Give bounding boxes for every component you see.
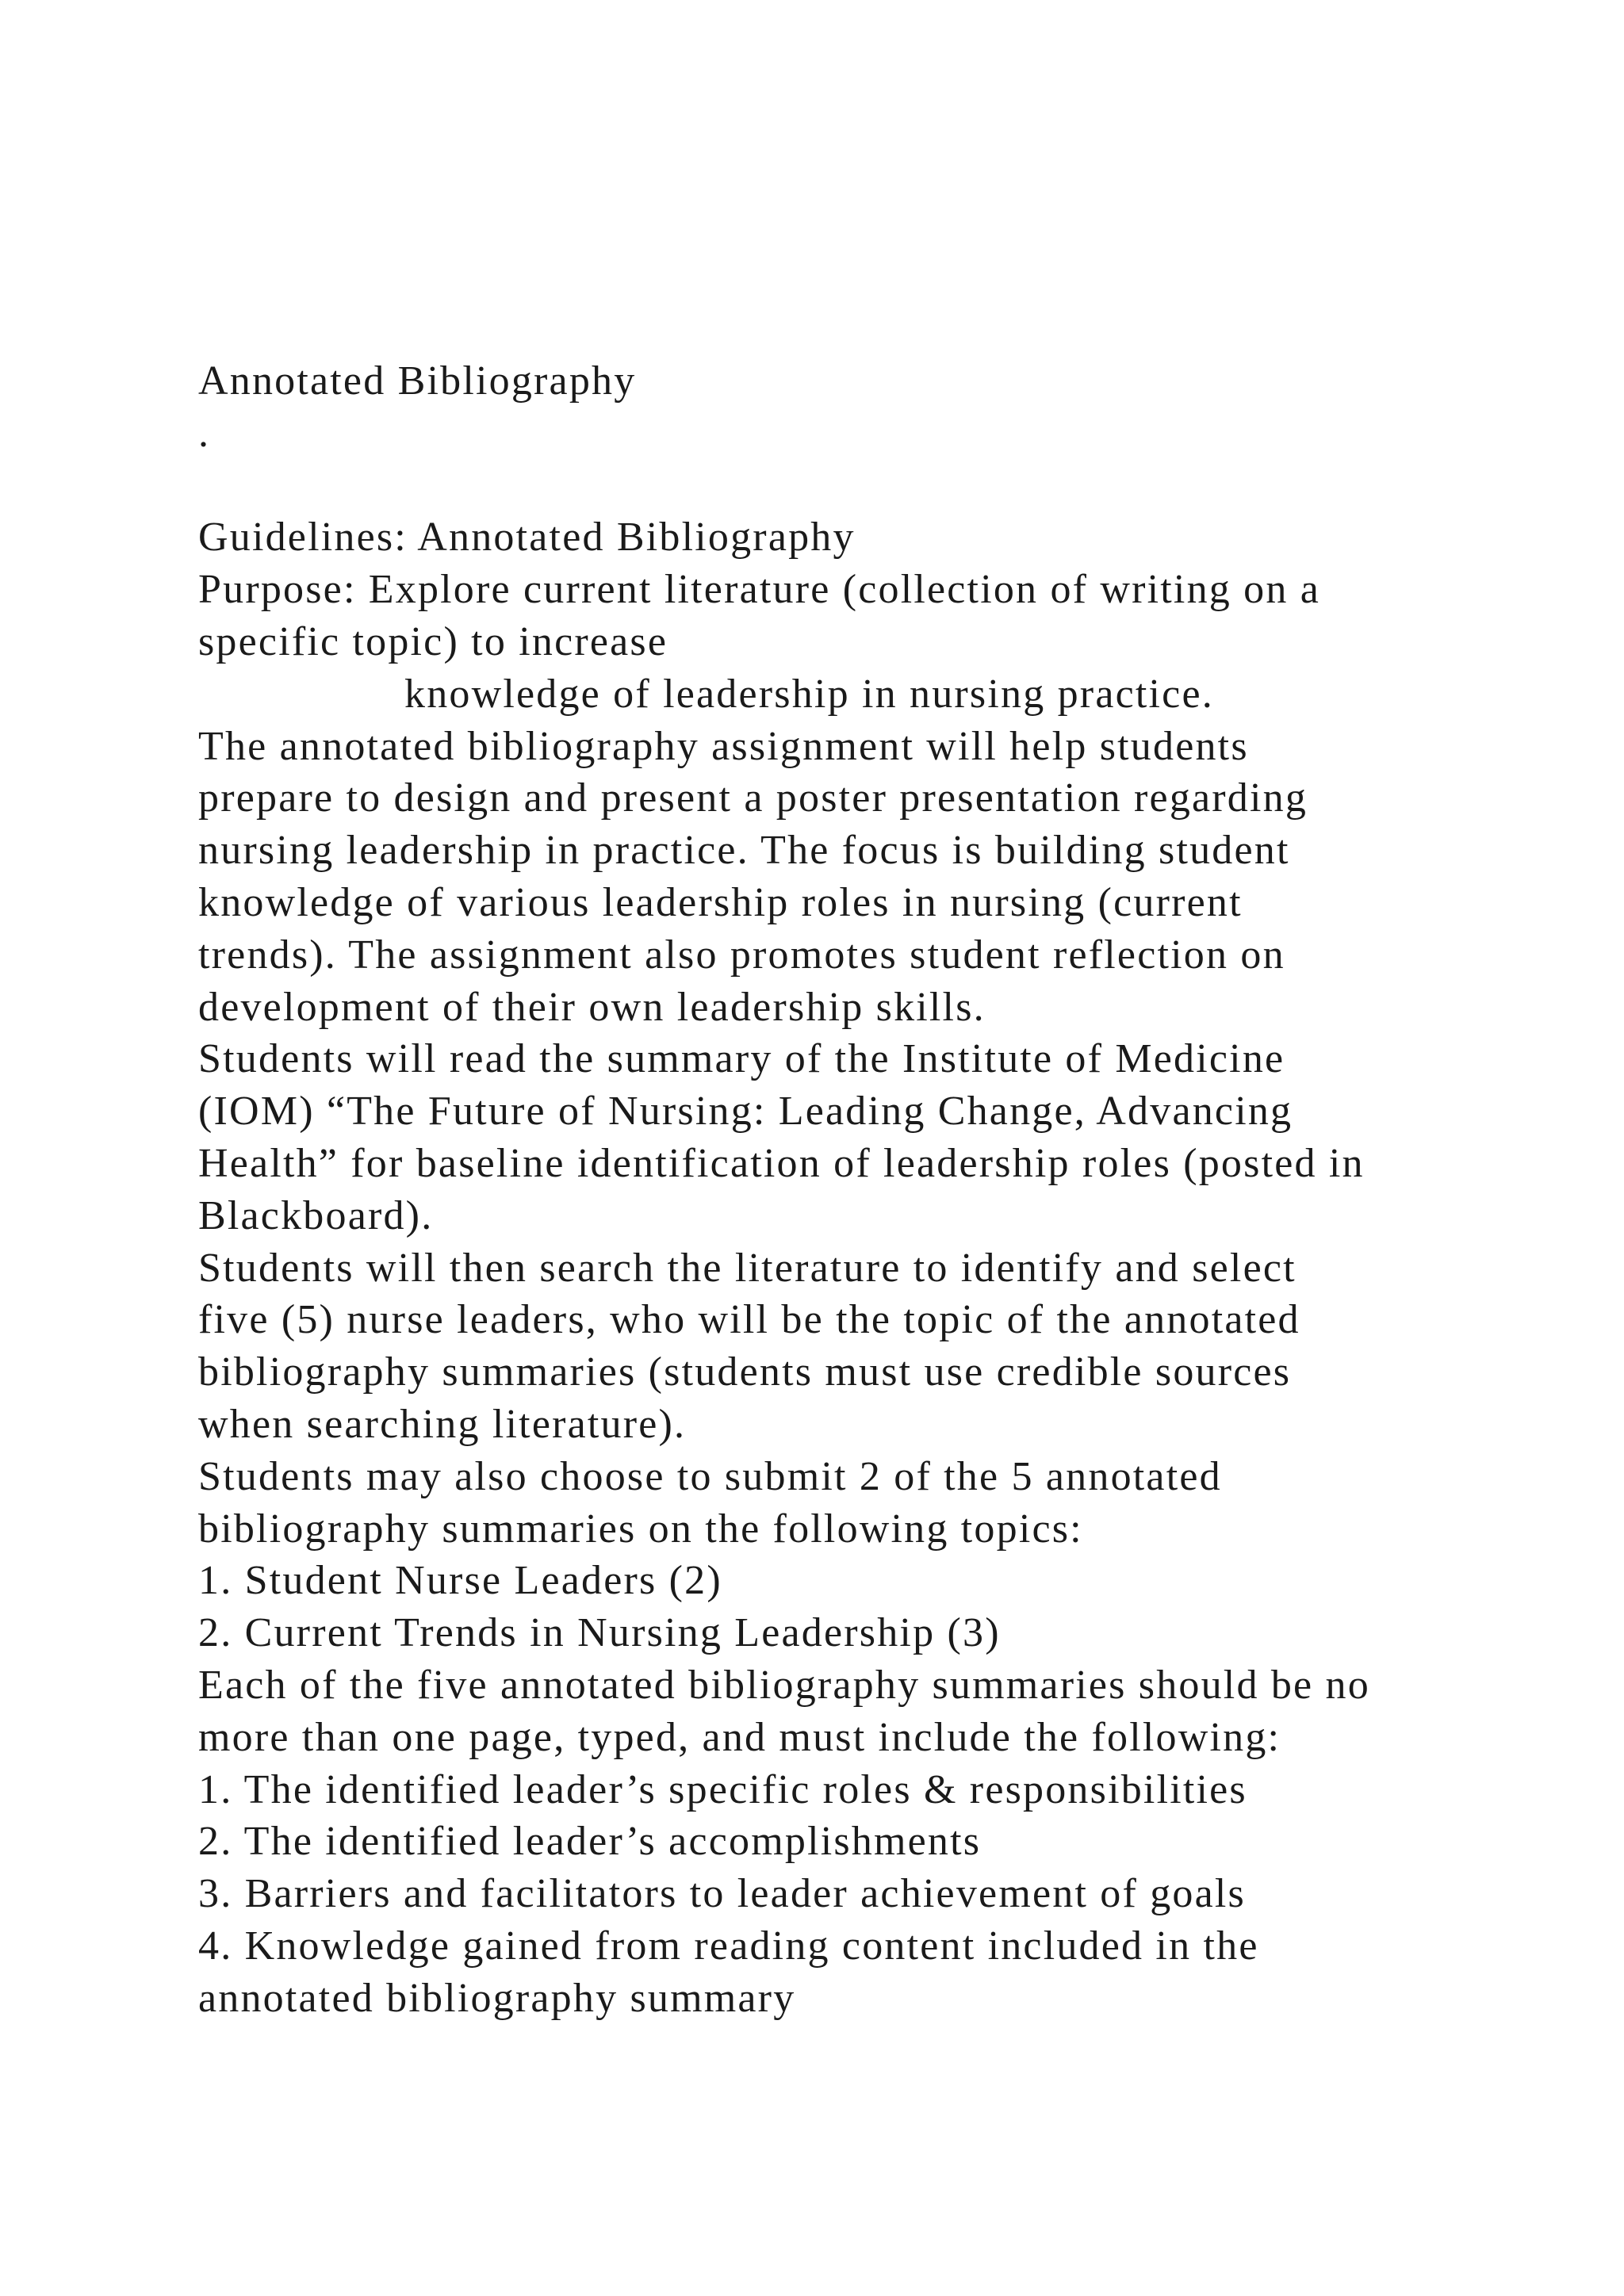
paragraph-line: bibliography summaries (students must use credible sources	[198, 1349, 1292, 1395]
paragraph-line: more than one page, typed, and must include the following:	[198, 1714, 1281, 1760]
paragraph-line: knowledge of various leadership roles in nursing (current	[198, 879, 1243, 925]
document-title: Annotated Bibliography	[198, 358, 637, 404]
paragraph-line: Students may also choose to submit 2 of the 5 annotated	[198, 1453, 1222, 1499]
requirement-list-item: 3. Barriers and facilitators to leader achievement of goals	[198, 1871, 1246, 1917]
purpose-line-indented: knowledge of leadership in nursing practice.	[404, 671, 1214, 717]
paragraph-line: when searching literature).	[198, 1401, 687, 1447]
paragraph-line: development of their own leadership skills.	[198, 984, 986, 1030]
paragraph-line: The annotated bibliography assignment will help students	[198, 723, 1249, 769]
paragraph-line: Students will read the summary of the Institute of Medicine	[198, 1036, 1285, 1082]
paragraph-line: Each of the five annotated bibliography summaries should be no	[198, 1662, 1370, 1708]
requirement-list-item: 4. Knowledge gained from reading content included in the	[198, 1923, 1259, 1969]
topic-list-item: 1. Student Nurse Leaders (2)	[198, 1558, 722, 1604]
paragraph-line: bibliography summaries on the following topics:	[198, 1506, 1083, 1552]
purpose-line: Purpose: Explore current literature (collection of writing on a	[198, 567, 1321, 613]
title-dot: .	[198, 410, 211, 456]
topic-list-item: 2. Current Trends in Nursing Leadership (3)	[198, 1610, 1001, 1656]
document-body	[198, 355, 1467, 2025]
blank-line	[198, 460, 1467, 512]
requirement-list-item: annotated bibliography summary	[198, 1975, 796, 2021]
guidelines-heading: Guidelines: Annotated Bibliography	[198, 515, 856, 561]
paragraph-line: Health” for baseline identification of leadership roles (posted in	[198, 1140, 1365, 1186]
paragraph-line: nursing leadership in practice. The focus is building student	[198, 828, 1290, 874]
requirement-list-item: 1. The identified leader’s specific roles & responsibilities	[198, 1766, 1247, 1812]
requirement-list-item: 2. The identified leader’s accomplishments	[198, 1819, 982, 1865]
paragraph-line: prepare to design and present a poster presentation regarding	[198, 775, 1308, 821]
paragraph-line: (IOM) “The Future of Nursing: Leading Change, Advancing	[198, 1089, 1293, 1135]
paragraph-line: five (5) nurse leaders, who will be the topic of the annotated	[198, 1297, 1300, 1343]
purpose-line: specific topic) to increase	[198, 618, 668, 664]
paragraph-line: Students will then search the literature to identify and select	[198, 1245, 1297, 1291]
paragraph-line: trends). The assignment also promotes student reflection on	[198, 932, 1285, 978]
paragraph-line: Blackboard).	[198, 1192, 434, 1238]
